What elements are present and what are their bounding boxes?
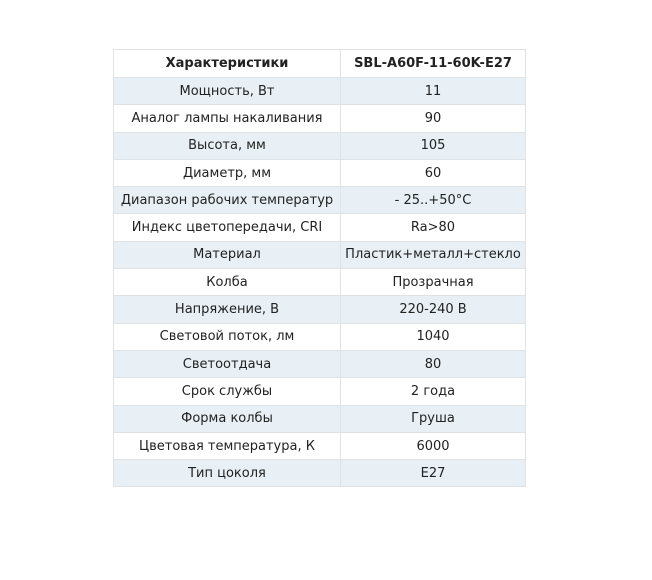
row-value: Прозрачная (341, 269, 526, 296)
row-label: Материал (114, 241, 341, 268)
row-value: 80 (341, 350, 526, 377)
row-value: Пластик+металл+стекло (341, 241, 526, 268)
table-row (114, 159, 526, 186)
column-header-characteristic: Характеристики (114, 50, 341, 78)
row-label: Мощность, Вт (114, 78, 341, 105)
row-label: Форма колбы (114, 405, 341, 432)
row-value: 6000 (341, 432, 526, 459)
row-value: Ra>80 (341, 214, 526, 241)
row-value: 90 (341, 105, 526, 132)
row-value: 220-240 В (341, 296, 526, 323)
table-row (114, 296, 526, 323)
row-label: Высота, мм (114, 132, 341, 159)
row-label: Напряжение, В (114, 296, 341, 323)
table-row (114, 350, 526, 377)
row-label: Светоотдача (114, 350, 341, 377)
row-value: 105 (341, 132, 526, 159)
row-label: Колба (114, 269, 341, 296)
row-label: Диаметр, мм (114, 159, 341, 186)
row-label: Цветовая температура, К (114, 432, 341, 459)
table-row (114, 78, 526, 105)
row-value: 60 (341, 159, 526, 186)
table-row (114, 405, 526, 432)
table-row (114, 269, 526, 296)
row-value: 2 года (341, 378, 526, 405)
row-label: Световой поток, лм (114, 323, 341, 350)
row-label: Срок службы (114, 378, 341, 405)
table-row (114, 241, 526, 268)
table-header-row (114, 50, 526, 78)
row-value: 11 (341, 78, 526, 105)
table-row (114, 105, 526, 132)
table-row (114, 214, 526, 241)
table-row (114, 378, 526, 405)
row-label: Тип цоколя (114, 460, 341, 487)
table-row (114, 323, 526, 350)
row-value: E27 (341, 460, 526, 487)
row-value: Груша (341, 405, 526, 432)
table-row (114, 187, 526, 214)
specifications-table (113, 49, 526, 487)
column-header-model: SBL-A60F-11-60K-E27 (341, 50, 526, 78)
row-label: Диапазон рабочих температур (114, 187, 341, 214)
row-value: - 25..+50°С (341, 187, 526, 214)
row-value: 1040 (341, 323, 526, 350)
table-row (114, 432, 526, 459)
table-row (114, 460, 526, 487)
row-label: Индекс цветопередачи, CRI (114, 214, 341, 241)
row-label: Аналог лампы накаливания (114, 105, 341, 132)
table-row (114, 132, 526, 159)
